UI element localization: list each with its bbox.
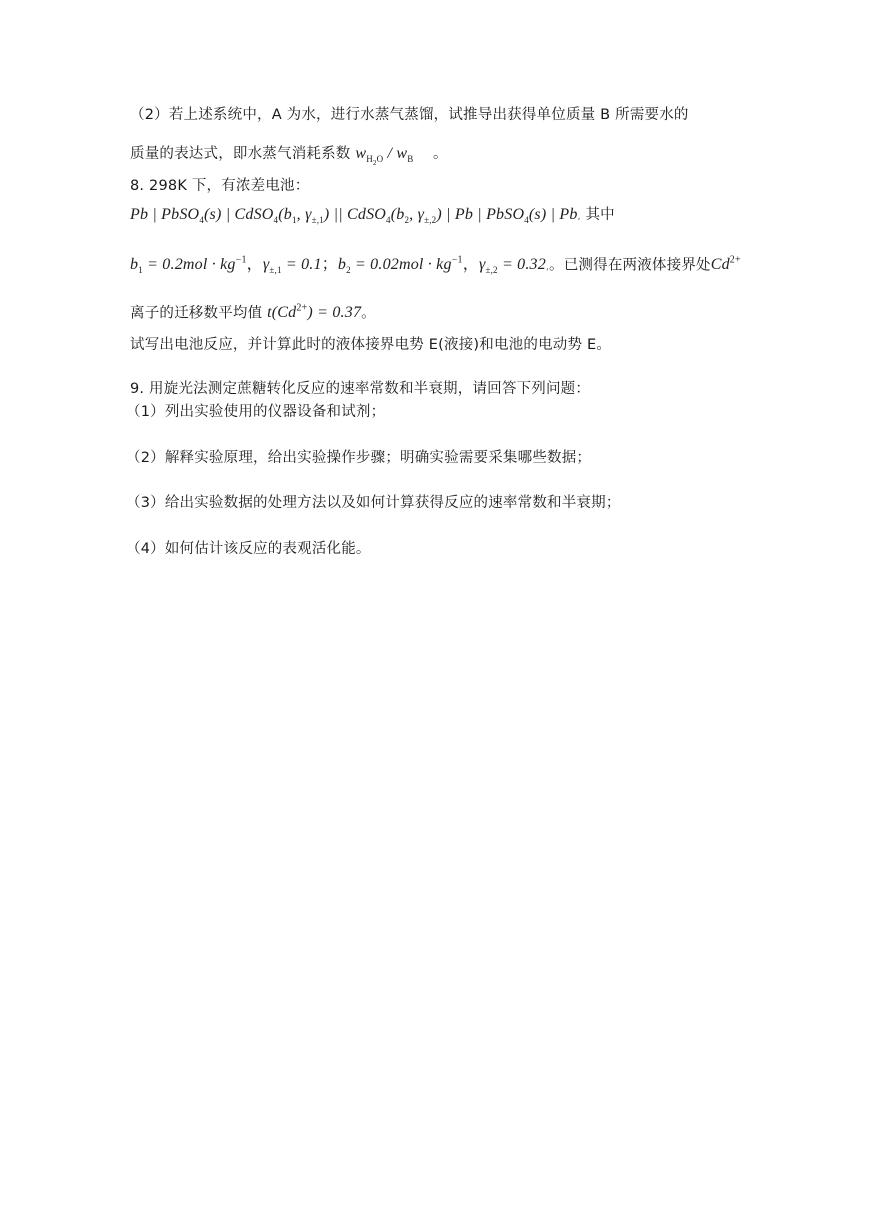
q7-part2-line2-text: 质量的表达式，即水蒸气消耗系数 bbox=[130, 146, 351, 162]
q8-cell-tail: 其中 bbox=[585, 207, 615, 223]
water-consumption-formula: $w_{H_2O} / w_B$ bbox=[355, 145, 414, 167]
q7-part2-line1: （2）若上述系统中，A 为水，进行水蒸气蒸馏，试推导出获得单位质量 B 所需要水的 bbox=[130, 107, 689, 123]
q8-values-tail: 已测得在两液体接界处 bbox=[563, 257, 711, 274]
cell-notation-formula: Pb | PbSO$_4$(s) | $CdSO_4(b_1$, $\gamma_{\pm,1}$) || $CdSO_4(b_2$, $\gamma_{\pm,2}$) | Pb | PbSO$_4$(s) | Pb bbox=[130, 206, 578, 226]
q8-ion-line bbox=[130, 298, 376, 324]
q9-item-4: （4）如何估计该反应的表观活化能。 bbox=[126, 541, 371, 557]
q9-item-3: （3）给出实验数据的处理方法以及如何计算获得反应的速率常数和半衰期； bbox=[126, 495, 621, 511]
q8-cell-line: Pb | PbSO$_4$(s) | $CdSO_4(b_1$, $\gamma_{\pm,1}$) || $CdSO_4(b_2$, $\gamma_{\pm,2}$) | Pb | PbSO$_4$(s) | Pb, 其中 bbox=[130, 206, 615, 226]
transference-number-formula: $t(Cd^{2+}) = 0.37$ bbox=[267, 303, 362, 322]
q9-item-1: （1）列出实验使用的仪器设备和试剂； bbox=[126, 404, 386, 420]
q8-ion-text: 离子的迁移数平均值 bbox=[130, 305, 263, 322]
q9-item-2: （2）解释实验原理，给出实验操作步骤；明确实验需要采集哪些数据； bbox=[126, 450, 592, 466]
concentration-values-formula: $b_1 = 0.2mol \cdot kg^{-1}$，$\gamma_{\pm,1} = 0.1$；$b_2 = 0.02mol \cdot kg^{-1}$，$\gamma_{\pm,2} = 0.32$ bbox=[130, 255, 546, 276]
q7-part2-line2-end: 。 bbox=[433, 146, 448, 162]
q8-ion-end: 。 bbox=[361, 305, 376, 322]
q8-values-line: $b_1 = 0.2mol \cdot kg^{-1}$，$\gamma_{\pm,1} = 0.1$；$b_2 = 0.02mol \cdot kg^{-1}$，$\gamma_{\pm,2} = 0.32$,。已测得在两液体接界处$Cd^{2+}$ bbox=[130, 255, 741, 276]
q7-part2-line2 bbox=[130, 143, 448, 174]
cadmium-ion-formula: $Cd^{2+}$ bbox=[710, 255, 741, 274]
q9-intro: 9. 用旋光法测定蔗糖转化反应的速率常数和半衰期，请回答下列问题： bbox=[130, 381, 591, 397]
q8-task: 试写出电池反应，并计算此时的液体接界电势 E(液接)和电池的电动势 E。 bbox=[130, 337, 612, 353]
q8-intro: 8. 298K 下，有浓差电池： bbox=[130, 178, 310, 194]
